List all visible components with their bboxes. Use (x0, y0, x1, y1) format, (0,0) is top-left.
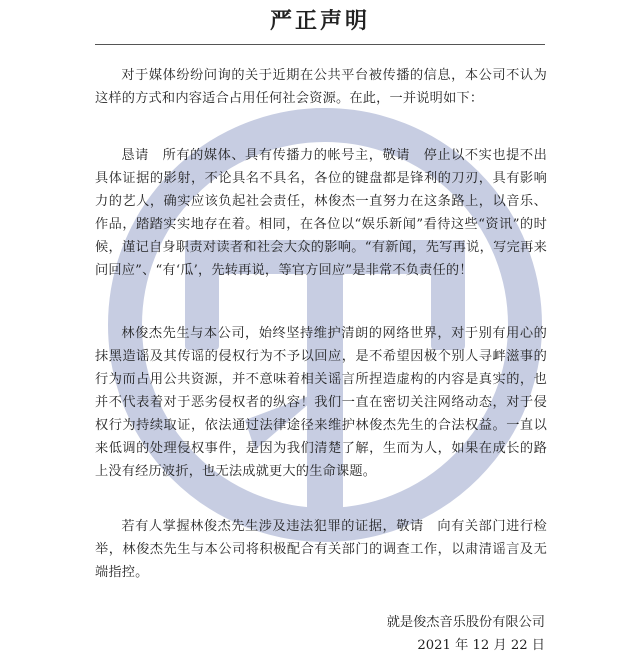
paragraph-appeal: 恳请 所有的媒体、具有传播力的帐号主，敬请 停止以不实也提不出具体证据的影射，不论具名不具名，各位的键盘都是锋利的刀刃，具有影响力的艺人，确实应该负起社会责任，林俊杰一直努力在这条路上，以音乐、作品，踏踏实实地存在着。相同，在各位以“娱乐新闻”看待这些“资讯”的时候，谨记自身职责对读者和社会大众的影响。“有新闻，先写再说，写完再来问回应”、“有‘瓜’，先转再说，等官方回应”是非常不负责任的！ (95, 148, 547, 278)
title-divider (95, 44, 545, 45)
paragraph-position: 林俊杰先生与本公司，始终坚持维护清朗的网络世界，对于别有用心的抹黑造谣及其传谣的侵权行为不予以回应，是不希望因极个别人寻衅滋事的行为而占用公共资源，并不意味着相关谣言所捏造虚构的内容是真实的，也并不代表着对于恶劣侵权者的纵容！我们一直在密切关注网络动态，对于侵权行为持续取证，依法通过法律途径来维护林俊杰先生的合法权益。一直以来低调的处理侵权事件，是因为我们清楚了解，生而为人，如果在成长的路上没有经历波折，也无法成就更大的生命课题。 (95, 326, 547, 479)
paragraph-report: 若有人掌握林俊杰先生涉及违法犯罪的证据，敬请 向有关部门进行检举，林俊杰先生与本公司将积极配合有关部门的调查工作，以肃清谣言及无端指控。 (95, 519, 547, 580)
document-title: 严正声明 (269, 8, 370, 34)
company-signature: 就是俊杰音乐股份有限公司 (386, 615, 545, 630)
paragraph-intro: 对于媒体纷纷问询的关于近期在公共平台被传播的信息，本公司不认为这样的方式和内容适合占用任何社会资源。在此，一并说明如下： (95, 68, 547, 106)
statement-date: 2021 年 12 月 22 日 (417, 638, 545, 653)
statement-body (95, 64, 547, 584)
